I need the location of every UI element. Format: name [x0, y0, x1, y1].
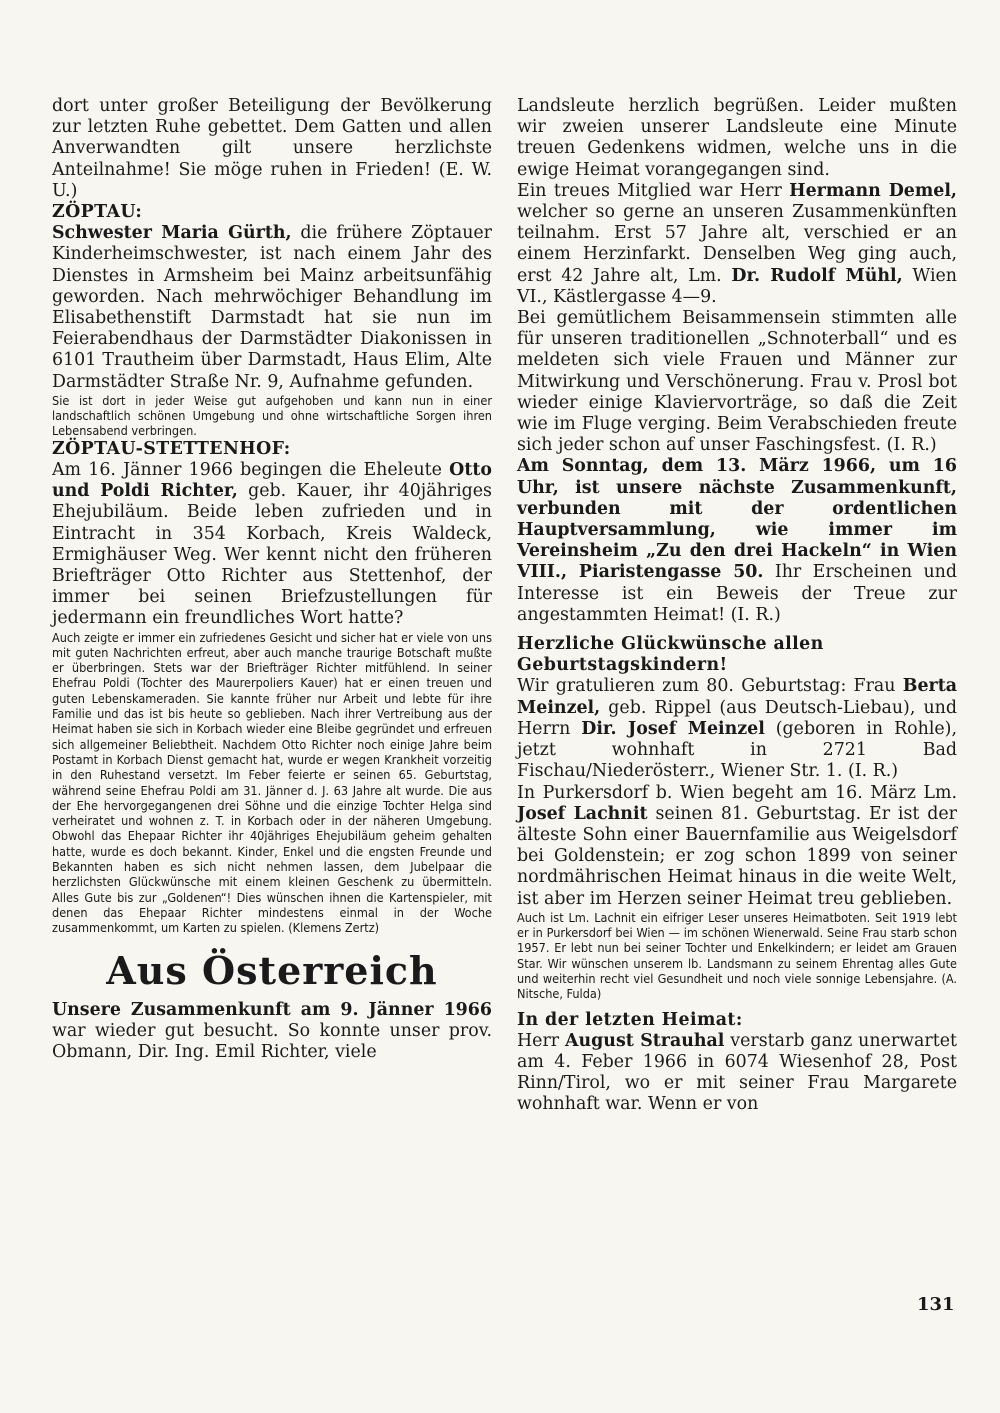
text: Herr [517, 1030, 565, 1051]
text: geb. Kauer, ihr 40jähriges Ehejubiläum. Beide leben zufrieden und in Eintracht in 354 Korbach, Kreis Waldeck, Ermighäuser Weg. Wer kennt nicht den früheren Briefträger Otto Richter aus Stettenhof, der immer bei seinen Briefzustellungen für jedermann ein freundliches Wort hatte? [52, 481, 492, 629]
small-paragraph: Sie ist dort in jeder Weise gut aufgehoben und kann nun in einer landschaftlich schönen Umgebung und ohne wirtschaftliche Sorgen ihren Lebensabend verbringen. [52, 392, 492, 439]
section-title: Aus Österreich [106, 947, 438, 993]
paragraph [52, 1000, 492, 1064]
name-bold: Schwester Maria Gürth, [52, 223, 292, 244]
spacer [517, 1002, 957, 1010]
text: In Purkersdorf b. Wien begeht am 16. März Lm. [517, 782, 957, 803]
spacer [517, 626, 957, 634]
paragraph: dort unter großer Beteiligung der Bevölkerung zur letzten Ruhe gebettet. Dem Gatten und allen Anverwandten gilt unsere herzlichste Anteilnahme! Sie möge ruhen in Frieden! (E. W. U.) [52, 96, 492, 201]
small-paragraph: Auch zeigte er immer ein zufriedenes Gesicht und sicher hat er viele von uns mit guten Nachrichten erfreut, aber auch manche traurige Botschaft mußte er überbringen. Stets war der Briefträger Richter mitfühlend. In seiner Ehefrau Poldi (Tochter des Maurerpoliers Kauer) hat er einen treuen und guten Lebenskameraden. Sie kannte früher nur Arbeit und lebte für ihre Familie und das ist bis heute so geblieben. Nach ihrer Vertreibung aus der Heimat haben sie sich in Korbach wieder eine Bleibe gegründet und erfreuen sich allgemeiner Beliebtheit. Nachdem Otto Richter noch einige Jahre beim Postamt in Korbach Dienst gemacht hat, wurde er wegen Krankheit vorzeitig in den Ruhestand versetzt. Im Feber feierte er seinen 65. Geburtstag, während seine Ehefrau Poldi am 31. Jänner d. J. 63 Jahre alt wurde. Die aus der Ehe hervorgegangenen drei Söhne und die einzige Tochter Helga sind verheiratet und wohnen z. T. in Korbach oder in der näheren Umgebung. Obwohl das Ehepaar Richter ihr 40jähriges Ehejubiläum geheim gehalten hatte, wurde es doch bekannt. Kinder, Enkel und die engsten Freunde und Bekannten haben es sich nicht nehmen lassen, dem Jubelpaar die herzlichsten Glückwünsche mit einem kleinen Geschenk zu übermitteln. Alles Gute bis zur „Goldenen“! Dies wünschen ihnen die Kartenspieler, mit denen das Ehepaar Richter mindestens einmal in der Woche zusammenkommt, um Karten zu spielen. (Klemens Zertz) [52, 629, 492, 936]
heading-letzte-heimat: In der letzten Heimat: [517, 1009, 743, 1030]
name-bold: Berta Meinzel, [517, 676, 957, 718]
paragraph [517, 1031, 957, 1116]
name-bold: August Strauhal [565, 1030, 725, 1051]
name-bold: Dr. Rudolf Mühl, [731, 265, 903, 286]
paragraph: Bei gemütlichem Beisammensein stimmten alle für unseren traditionellen „Schnoterball“ und es meldeten sich viele Frauen und Männer zur Mitwirkung und Verschönerung. Frau v. Prosl bot wieder einige Klaviervorträge, so daß die Zeit wie im Fluge verging. Beim Verabschieden freute sich jeder schon auf unser Faschingsfest. (I. R.) [517, 308, 957, 456]
text: seinen 81. Geburtstag. Er ist der älteste Sohn einer Bauernfamilie aus Weigelsdorf bei Goldenstein; er zog schon 1899 von seiner nordmährischen Heimat hinaus in die weite Welt, ist aber im Herzen seiner Heimat treu geblieben. [517, 803, 957, 909]
paragraph [517, 181, 957, 308]
text: war wieder gut besucht. So konnte unser prov. Obmann, Dir. Ing. Emil Richter, viele [52, 1020, 492, 1062]
name-bold: Josef Lachnit [517, 803, 648, 824]
text: Am 16. Jänner 1966 begingen die Eheleute [52, 459, 450, 480]
paragraph [517, 456, 957, 626]
right-column [517, 96, 957, 1116]
text: die frühere Zöptauer Kinderheimschwester, ist nach einem Jahr des Dienstes in Armsheim bei Mainz arbeitsunfähig geworden. Nach mehrwöchiger Behandlung im Elisabethenstift Darmstadt hat sie nun im Feierabendhaus der Darmstädter Diakonissen in 6101 Trautheim über Darmstadt, Haus Elim, Alte Darmstädter Straße Nr. 9, Aufnahme gefunden. [52, 223, 492, 392]
lead-bold: Unsere Zusammenkunft am 9. Jänner 1966 [52, 999, 492, 1020]
text: Ein treues Mitglied war Herr [517, 180, 790, 201]
text: Ihr Erscheinen und Interesse ist ein Beweis der Treue zur angestammten Heimat! (I. R.) [517, 562, 957, 625]
text: verstarb ganz unerwartet am 4. Feber 1966 in 6074 Wiesenhof 28, Post Rinn/Tirol, wo er mit seiner Frau Margarete wohnhaft war. Wenn er von [517, 1030, 957, 1115]
small-paragraph: Auch ist Lm. Lachnit ein eifriger Leser unseres Heimatboten. Seit 1919 lebt er in Purkersdorf bei Wien — im schönen Wienerwald. Seine Frau starb schon 1957. Er lebt nun bei seiner Tochter und Enkelkindern; er leidet am Grauen Star. Wir wünschen unserem lb. Landsmann zu seinem Ehrentag alles Gute und weiterhin recht viel Gesundheit und noch viele sonnige Lebensjahre. (A. Nitsche, Fulda) [517, 909, 957, 1002]
name-bold: Hermann Demel, [789, 180, 957, 201]
heading-zoeptau-stettenhof: ZÖPTAU-STETTENHOF: [52, 438, 291, 459]
name-bold: Dir. Josef Meinzel [581, 718, 765, 739]
paragraph [52, 460, 492, 630]
text: welcher so gerne an unseren Zusammenkünften teilnahm. Erst 57 Jahre alt, verschied er an einem Herzinfarkt. Denselben Weg ging auch, erst 42 Jahre alt, Lm. [517, 202, 957, 286]
page-number: 131 [917, 1294, 955, 1315]
text: (geboren in Rohle), jetzt wohnhaft in 2721 Bad Fischau/Niederösterr., Wiener Str. 1. (I. R.) [517, 718, 957, 782]
left-column [52, 96, 492, 1063]
announcement-bold: Am Sonntag, dem 13. März 1966, um 16 Uhr, ist unsere nächste Zusammenkunft, verbunden mit der ordentlichen Hauptversammlung, wie immer im Vereinsheim „Zu den drei Hackeln“ in Wien VIII., Piaristengasse 50. [517, 456, 957, 583]
heading-glueckwuensche: Herzliche Glückwünsche allen Geburtstagskindern! [517, 634, 824, 676]
paragraph: Landsleute herzlich begrüßen. Leider mußten wir zweien unserer Landsleute eine Minute treuen Gedenkens widmen, welche uns in die ewige Heimat vorangegangen sind. [517, 96, 957, 180]
name-bold: Otto und Poldi Richter, [52, 459, 492, 502]
paragraph [52, 223, 492, 393]
text: Wien VI., Kästlergasse 4—9. [517, 265, 958, 307]
heading-zoeptau: ZÖPTAU: [52, 202, 143, 223]
paragraph [517, 783, 957, 910]
text: Wir gratulieren zum 80. Geburtstag: Frau [517, 676, 903, 697]
paragraph [517, 676, 957, 782]
text: geb. Rippel (aus Deutsch-Liebau), und Herrn [517, 697, 957, 739]
